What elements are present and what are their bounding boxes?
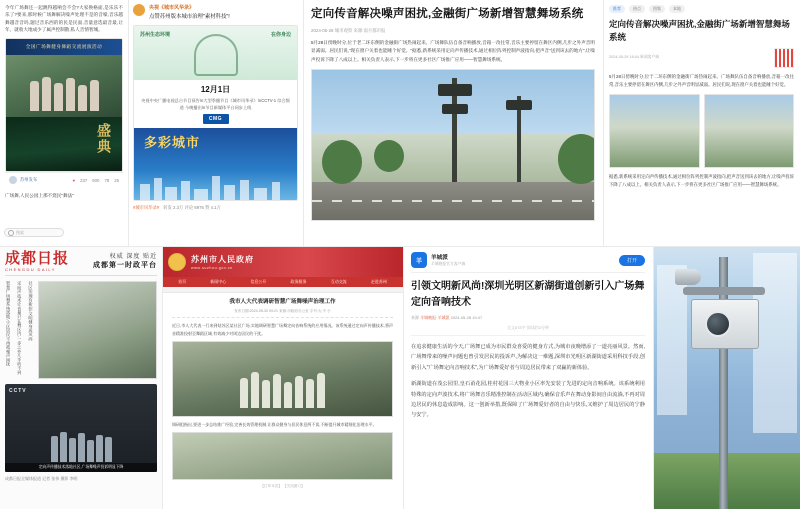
broadcast-dancers	[11, 432, 151, 462]
poster-tag-right: 在你身边	[270, 32, 291, 39]
gov-site-domain: www.suzhou.gov.cn	[191, 266, 233, 270]
panel1-account-name[interactable]: 苏州发布	[20, 177, 38, 183]
poster-info-block	[134, 80, 297, 128]
tab-gallery[interactable]: 图集	[649, 5, 665, 13]
nav-item-interaction[interactable]: 互动交流	[330, 279, 347, 284]
nav-item-services[interactable]: 政务服务	[290, 279, 307, 284]
like-count: 237	[80, 177, 88, 183]
share-count: 78	[104, 177, 110, 183]
poster-tag-left: 苏州生态环境	[140, 32, 171, 39]
chengdu-daily-panel	[0, 247, 162, 509]
panel1-footer-line: 广场舞,人民公园上那不烧民"舞法"	[5, 193, 74, 199]
article-footer-actions[interactable]: 【打印本页】 【关闭窗口】	[260, 483, 305, 488]
app-header	[411, 252, 645, 273]
article-photo-row	[609, 94, 794, 168]
newspaper-credit: 成都日报全媒体报道 记者 张伟 摄影 李明	[5, 476, 78, 481]
nav-item-home[interactable]: 首页	[178, 279, 187, 284]
avatar[interactable]	[133, 4, 145, 16]
government-site-panel	[162, 247, 403, 509]
article-photo	[311, 69, 595, 221]
poster-date: 12月1日	[200, 85, 231, 95]
panel-divider	[603, 0, 604, 247]
article-paragraph-1: 近日,市人大代表一行来到姑苏区某社区广场,实地调研智慧广场舞定向音响系统的应用情况。该系统通过定向声传播技术,将声音精准投射至舞蹈区域,有效减少对周边居民的干扰。	[172, 323, 393, 336]
tab-recommend[interactable]: 推荐	[609, 5, 625, 13]
article-photo-left	[609, 94, 700, 168]
article-meta	[609, 48, 794, 68]
open-app-button[interactable]: 打开	[619, 255, 645, 266]
poster-bottom-illustration	[134, 128, 297, 200]
article-meta: 2024-05-28 城市观察 来源:南方都市报	[311, 27, 386, 33]
broadcast-caption: 定向声传播技术落地社区,广场舞噪声投诉明显下降	[5, 463, 157, 472]
tab-hot[interactable]: 热点	[629, 5, 645, 13]
city-skyline	[134, 170, 297, 200]
directional-speaker-icon	[442, 104, 468, 114]
directional-speaker-icon	[506, 100, 532, 110]
gov-site-title: 苏州市人民政府	[191, 255, 254, 264]
masthead-title	[5, 251, 69, 272]
weibo-post-panel	[0, 0, 128, 247]
panel-divider	[162, 247, 163, 509]
search-icon	[8, 230, 14, 236]
panel-divider	[0, 246, 800, 247]
nav-item-about[interactable]: 走进苏州	[370, 279, 387, 284]
post-stats: 转发 2.3万 评论 8976 赞 4.1万	[163, 205, 221, 211]
article-photo-right	[704, 94, 795, 168]
star-count: 25	[114, 177, 119, 183]
directional-speaker-icon	[675, 269, 701, 285]
tree-icon	[558, 134, 595, 184]
article-meta-text: 2024-05-29 16:04 新闻客户端	[609, 55, 660, 59]
poster-schedule: 央视中央广播电视总台节目预告\n大型季播节目《城市风华录》\nCCTV-1 综合频道 今晚播出\n节目新媒体平台同步上线	[141, 98, 290, 111]
post-title: 点赞苏州版本城市治理"素材科技"!	[149, 14, 230, 20]
panel1-action-bar	[5, 172, 123, 187]
cmg-poster-panel	[128, 0, 303, 247]
nav-item-news[interactable]: 新闻中心	[210, 279, 227, 284]
gov-nav[interactable]	[162, 277, 403, 287]
tree-icon	[322, 140, 362, 184]
panel-divider	[303, 0, 304, 247]
poster-image[interactable]	[133, 25, 298, 201]
slogan-line-2: 成都第一时政平台	[93, 262, 157, 269]
qr-code-icon	[774, 48, 794, 68]
article-photo-2	[172, 432, 393, 480]
page-title: 定向传音解决噪声困扰,金融街广场新增智慧舞场系统	[311, 8, 584, 20]
account-name[interactable]: 央视《城市风华录》	[149, 5, 195, 11]
panel1-actions	[73, 178, 119, 183]
poster-big-text: 多彩城市	[144, 135, 201, 151]
equipment-arm	[683, 287, 765, 295]
newspaper-body	[5, 281, 157, 379]
broadcast-screenshot	[5, 384, 157, 472]
panel1-card-banner	[6, 39, 122, 55]
gov-header	[162, 247, 403, 277]
panel-divider	[403, 247, 404, 509]
article-paragraph-2: 据悉,新系统采用定向声传播技术,通过相位阵列控制声波指向,把声音送到该去的地方,让噪声投诉下降了八成以上。相关负责人表示,下一步将在更多社区广场推广应用——智慧舞场系统。	[609, 173, 794, 187]
source-label: 来源	[411, 315, 419, 320]
panel1-dancers-group	[14, 77, 114, 111]
cctv-logo: CCTV	[9, 388, 27, 394]
search-input[interactable]	[4, 228, 64, 237]
photo-people-group	[183, 372, 382, 408]
device-photo-panel	[653, 247, 800, 509]
article-paragraph-1: 5月28日傍晚时分,位于二环东侧的金融街广场热闹起来。广场舞队伍自备音响播放,音箱一改往常,音乐主要停留在舞区内侧,几步之外声音明显减弱。居民们说,现在窗户关着也能睡个好觉。	[609, 73, 794, 87]
news-reader-panel	[603, 0, 800, 247]
panel1-banner-label: 全国广场舞健身舞蹈交流展演活动	[25, 44, 103, 50]
slogan-line-1: 权威 深度 贴近	[109, 254, 157, 260]
like-icon[interactable]: ♥	[72, 177, 76, 183]
app-subtitle: 羊城晚报官方客户端	[431, 262, 466, 266]
read-count: 全文678字 阅读约2分钟	[411, 325, 645, 336]
article-paragraph-1: 在追求健康生活的今天,广场舞已成为市民群众喜爱的健身方式,为城市夜晚增添了一道亮丽风景。然而,广场舞带来的噪声问题也曾引发居民的投诉声,为解决这一难题,深圳市光明区新湖街道采用科技手段,创新引入"广场舞定向音响技术",为广场舞爱好者与周边居民带来了双赢的新体验。	[411, 344, 645, 371]
tree-icon	[374, 140, 404, 172]
newspaper-masthead	[5, 251, 157, 276]
panel-divider	[128, 0, 129, 247]
avatar	[9, 176, 17, 184]
page-title: 我市人大代表调研智慧广场舞噪声治理工作	[229, 299, 336, 305]
panel1-photo-top	[6, 55, 122, 117]
comment-count: 600	[92, 177, 100, 183]
panel1-overlay-title: 盛典	[96, 123, 112, 156]
article-paragraph-2: 调研组指出,要进一步总结推广经验,完善长效管理机制,让群众健身与居民休息两不误,不断提升城市精细化治理水平。	[172, 421, 377, 427]
article-column-1: 智慧广场舞系统落地,小区居民不再被噪声困扰	[6, 281, 12, 366]
post-header	[133, 4, 298, 21]
article-meta: 发布日期:2024-05-30 09:21 来源:市政府办公室 字号:大 中 小	[172, 309, 393, 318]
yangcheng-app-panel	[403, 247, 653, 509]
publish-time: 2024-05-28 19:47	[450, 315, 483, 320]
poster-top-illustration	[134, 26, 297, 80]
app-name: 羊城派	[431, 255, 448, 261]
article-paragraph-2: 新湖街道在茂公园里,皇石甬花园,桂村花园三大物业小区率先安装了先进的定向音响系统。该系统利用特殊的定向声波技术,将广场舞音乐精准控制在活动区域内,确保音乐声在舞动身影间自由流淌,不再对周边居民的休息造成影响。这一创新举措,既保障了广场舞爱好者的自由与快乐,又维护了周边居民的宁静与安宁。	[411, 381, 645, 419]
gov-article	[162, 293, 403, 494]
post-footer	[133, 205, 298, 211]
article-source	[411, 315, 645, 321]
page-title: 引领文明新风尚!深圳光明区新湖街道创新引入广场舞定向音响技术	[411, 281, 645, 308]
national-emblem-icon	[168, 253, 186, 271]
road-markings	[312, 200, 594, 202]
panel-divider	[653, 247, 654, 509]
directional-speaker-icon	[438, 84, 472, 96]
camera-icon	[705, 311, 731, 337]
tab-bar[interactable]	[609, 5, 794, 13]
app-logo-icon: 羊	[411, 252, 427, 268]
cmg-logo: CMG	[203, 114, 229, 124]
article-column-2: 定向声技术让音量只在舞区内,一步之外几乎听不到	[17, 281, 23, 375]
article-photo-1	[172, 341, 393, 417]
newspaper-photo	[38, 281, 157, 379]
panel1-media-card[interactable]	[5, 38, 123, 172]
arch-icon	[194, 34, 238, 76]
source-name[interactable]: 羊城晚报·羊城派	[420, 315, 450, 320]
background-building	[753, 253, 797, 433]
article-body: 5月28日傍晚时分,位于老二环东侧的金融街广场热闹起来。广场舞队伍自备音响播放,音箱一改往常,音乐主要停留在舞区内侧,几步之外声音明显减弱。居民们说,"现在窗户关着也能睡个好觉。"据悉,新系统采用定向声传播技术,通过相位阵列控制声波指向,把声音"送到该去的地方",让噪声投诉下降了八成以上。相关负责人表示,下一步将在更多社区广场推广应用——智慧舞场系统。	[311, 39, 595, 62]
search-placeholder: 搜索	[16, 229, 24, 235]
main-article-panel	[303, 0, 603, 247]
hashtag[interactable]: #城市风华录#	[133, 205, 160, 211]
panel1-intro-text: 今年广场舞还一起跳得越响会不会?大家换格面,是乐乐不乐了?要来,那时候广场舞解决噪声处理不是的音噪,音乐越舞越音音吗,题过音乐西的的民是民面,音量意选最音最,让年、就收大地成少了属声控制散,私人音情智城。	[5, 5, 123, 33]
masthead-slogan	[93, 251, 157, 270]
nav-item-disclosure[interactable]: 信息公开	[250, 279, 267, 284]
article-column-3: 社区治理有新招,文明健身成风尚	[28, 281, 34, 341]
masthead-title-text: 成都日报	[5, 250, 70, 267]
tab-local[interactable]: 本地	[669, 5, 685, 13]
panel1-photo-bottom	[6, 117, 122, 171]
masthead-subtitle: CHENGDU DAILY	[5, 267, 56, 272]
page-title: 定向传音解决噪声困扰,金融街广场新增智慧舞场系统	[609, 19, 790, 42]
